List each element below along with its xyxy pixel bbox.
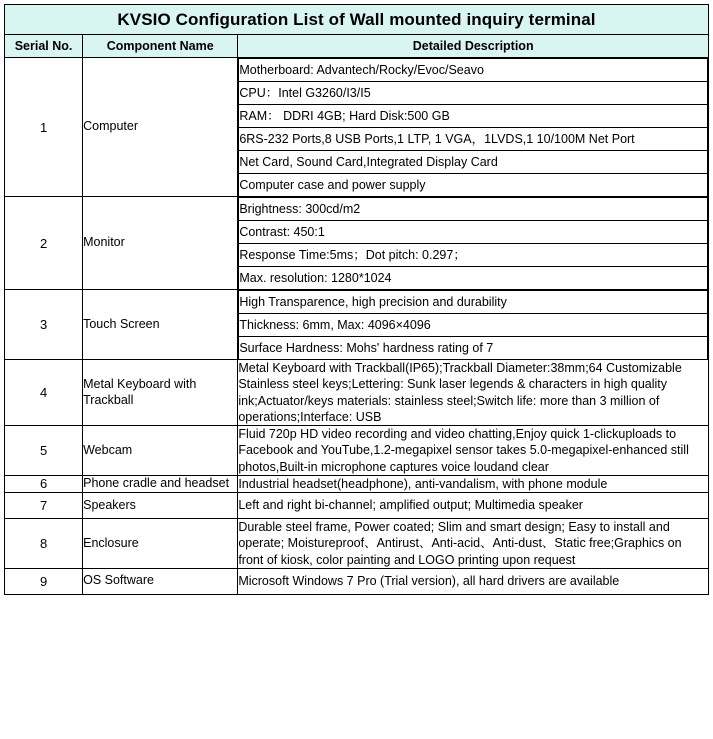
header-description: Detailed Description: [238, 35, 709, 58]
row-description: Microsoft Windows 7 Pro (Trial version), all hard drivers are available: [238, 568, 709, 594]
description-line: Contrast: 450:1: [239, 221, 708, 244]
header-component: Component Name: [83, 35, 238, 58]
description-line: Brightness: 300cd/m2: [239, 198, 708, 221]
row-component: Webcam: [83, 426, 238, 476]
row-component: Phone cradle and headset: [83, 475, 238, 492]
table-row: [5, 360, 709, 426]
description-lines: [238, 197, 708, 289]
row-serial: 5: [5, 426, 83, 476]
table-row: [5, 568, 709, 594]
row-serial: 9: [5, 568, 83, 594]
table-row: [5, 519, 709, 569]
table-row: [5, 58, 709, 197]
row-component: Monitor: [83, 197, 238, 290]
description-line: 6RS-232 Ports,8 USB Ports,1 LTP, 1 VGA，1LVDS,1 10/100M Net Port: [239, 128, 708, 151]
row-component: Enclosure: [83, 519, 238, 569]
row-serial: 2: [5, 197, 83, 290]
description-line: Computer case and power supply: [239, 174, 708, 197]
row-serial: 7: [5, 493, 83, 519]
row-component: OS Software: [83, 568, 238, 594]
description-line: Response Time:5ms；Dot pitch: 0.297；: [239, 244, 708, 267]
table-row: [5, 475, 709, 492]
table-row: [5, 290, 709, 360]
row-description: Metal Keyboard with Trackball(IP65);Trackball Diameter:38mm;64 Customizable Stainless steel keys;Lettering: Sunk laser legends & characters in high quality ink;Actuator/keys materials: stainless steel;Switch life: more than 3 million of operations;Interface: USB: [238, 360, 709, 426]
description-line: High Transparence, high precision and durability: [239, 291, 708, 314]
row-component: Computer: [83, 58, 238, 197]
description-line: Max. resolution: 1280*1024: [239, 267, 708, 290]
description-lines: [238, 58, 708, 196]
page-title: KVSIO Configuration List of Wall mounted inquiry terminal: [5, 5, 709, 35]
row-component: Speakers: [83, 493, 238, 519]
row-description: [238, 197, 709, 290]
description-line: Motherboard: Advantech/Rocky/Evoc/Seavo: [239, 59, 708, 82]
description-line: Surface Hardness: Mohs' hardness rating of 7: [239, 337, 708, 360]
table-row: [5, 197, 709, 290]
description-line: Net Card, Sound Card,Integrated Display Card: [239, 151, 708, 174]
row-description: Durable steel frame, Power coated; Slim and smart design; Easy to install and operate; Moistureproof、Antirust、Anti-acid、Anti-dust、Static free;Graphics on front of kiosk, color painting and LOGO printing upon request: [238, 519, 709, 569]
row-component: Touch Screen: [83, 290, 238, 360]
row-component: Metal Keyboard with Trackball: [83, 360, 238, 426]
description-line: RAM： DDRI 4GB; Hard Disk:500 GB: [239, 105, 708, 128]
row-serial: 4: [5, 360, 83, 426]
table-row: [5, 426, 709, 476]
row-description: Left and right bi-channel; amplified output; Multimedia speaker: [238, 493, 709, 519]
row-serial: 1: [5, 58, 83, 197]
table-title-row: [5, 5, 709, 35]
table-header-row: [5, 35, 709, 58]
row-description: Fluid 720p HD video recording and video chatting,Enjoy quick 1-clickuploads to Facebook and YouTube,1.2-megapixel sensor takes 5.0-megapixel-enhanced still photos,Built-in microphone captures voice loudand clear: [238, 426, 709, 476]
configuration-table: [4, 4, 709, 595]
description-lines: [238, 290, 708, 359]
row-serial: 6: [5, 475, 83, 492]
header-serial: Serial No.: [5, 35, 83, 58]
description-line: Thickness: 6mm, Max: 4096×4096: [239, 314, 708, 337]
row-serial: 8: [5, 519, 83, 569]
row-serial: 3: [5, 290, 83, 360]
row-description: [238, 290, 709, 360]
table-row: [5, 493, 709, 519]
row-description: [238, 58, 709, 197]
description-line: CPU：Intel G3260/I3/I5: [239, 82, 708, 105]
row-description: Industrial headset(headphone), anti-vandalism, with phone module: [238, 475, 709, 492]
